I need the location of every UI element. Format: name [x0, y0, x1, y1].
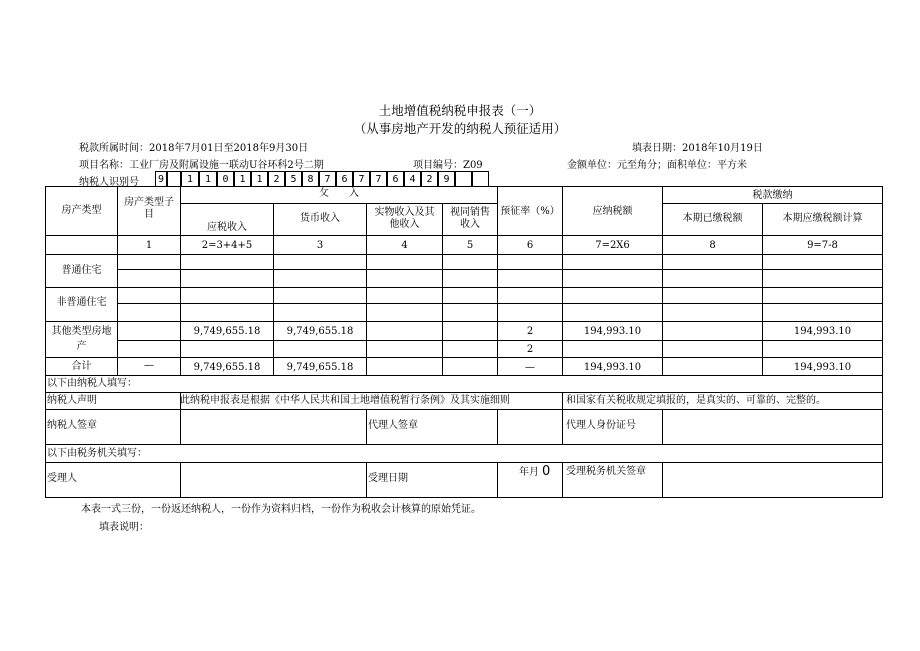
taxpayer-id-digit-box[interactable]: 4 [404, 171, 421, 187]
taxpayer-declaration-text-1: 此纳税申报表是根据《中华人民共和国土地增值税暂行条例》及其实施细则 [180, 395, 510, 406]
col-number-7: 7=2X6 [595, 240, 630, 251]
taxpayer-declaration-label: 纳税人声明 [47, 395, 97, 406]
header-in-kind-l2: 他收入 [389, 219, 420, 230]
taxpayer-signature-label: 纳税人签章 [47, 420, 97, 431]
other-tax-payable: 194,993.10 [583, 326, 642, 337]
tax-authority-stamp-label: 受理税务机关签章 [566, 466, 646, 477]
header-in-kind-l1: 实物收入及其 [374, 207, 435, 218]
header-deemed-l1: 视同销售 [450, 207, 490, 218]
taxpayer-id-digit-box[interactable]: 7 [319, 171, 336, 187]
row-label-ordinary: 普通住宅 [61, 265, 102, 276]
form-subtitle: （从事房地产开发的纳税人预征适用） [353, 121, 567, 136]
taxpayer-id-digit-box[interactable]: 6 [387, 171, 404, 187]
taxpayer-id-digit-box[interactable]: 8 [302, 171, 319, 187]
copies-note: 本表一式三份，一份返还纳税人，一份作为资料归档，一份作为税收会计核算的原始凭证。 [81, 504, 481, 515]
agent-signature-label: 代理人签章 [368, 420, 418, 431]
accept-date-text: 年月 [519, 467, 539, 478]
total-monetary-income: 9,749,655.18 [286, 362, 354, 373]
col-number-3: 3 [316, 240, 324, 251]
taxpayer-id-digit-box[interactable]: 7 [370, 171, 387, 187]
header-property-subtype [118, 197, 180, 221]
row-label-other-l1: 其他类型房地 [51, 326, 112, 337]
total-subtype-dash: — [144, 360, 154, 371]
total-prepay-rate: — [525, 362, 535, 373]
taxpayer-id-label: 纳税人识别号 [79, 177, 139, 188]
col-number-2: 2=3+4+5 [201, 240, 253, 251]
header-deemed-sales [443, 207, 497, 231]
agent-id-label: 代理人身份证号 [566, 420, 636, 431]
accept-date-value [519, 466, 550, 479]
fill-date: 填表日期：2018年10月19日 [632, 143, 763, 154]
col-number-9: 9=7-8 [807, 240, 838, 251]
instructions-label: 填表说明： [99, 522, 149, 533]
col-number-8: 8 [709, 240, 716, 251]
other-taxable-income: 9,749,655.18 [193, 326, 261, 337]
col-number-6: 6 [526, 240, 534, 251]
header-taxable-income: 应税收入 [207, 222, 247, 233]
taxpayer-id-digit-box[interactable]: 9 [438, 171, 455, 187]
col-number-4: 4 [401, 240, 408, 251]
col-number-5: 5 [466, 240, 474, 251]
header-monetary-income: 货币收入 [300, 213, 340, 224]
taxpayer-declaration-text-2: 和国家有关税收规定填报的，是真实的、可靠的、完整的。 [566, 395, 826, 406]
header-in-kind-income [367, 207, 442, 231]
header-property-subtype-l1: 房产类型子 [124, 197, 174, 208]
other-monetary-income: 9,749,655.18 [286, 326, 354, 337]
taxpayer-id-digit-box[interactable]: 2 [268, 171, 285, 187]
header-deemed-l2: 收入 [460, 219, 480, 230]
taxpayer-id-digit-box[interactable]: 1 [199, 171, 217, 187]
other-prepay-rate-2: 2 [526, 344, 534, 355]
other-tax-due: 194,993.10 [793, 326, 852, 337]
taxpayer-id-digit-box[interactable]: 1 [251, 171, 268, 187]
total-taxable-income: 9,749,655.18 [193, 362, 261, 373]
header-property-type: 房产类型 [61, 205, 102, 216]
total-tax-due: 194,993.10 [793, 362, 852, 373]
col-number-1: 1 [145, 240, 153, 251]
tax-authority-section-heading: 以下由税务机关填写： [47, 448, 147, 459]
row-label-other-l2: 产 [76, 341, 87, 352]
form-title: 土地增值税纳税申报表（一） [378, 103, 542, 118]
acceptor-label: 受理人 [47, 473, 77, 484]
header-prepay-rate: 预征率（%） [500, 206, 560, 217]
accept-date-label: 受理日期 [368, 473, 408, 484]
header-property-subtype-l2: 目 [144, 209, 154, 220]
taxpayer-id-digit-box[interactable]: 7 [353, 171, 370, 187]
row-label-non-ordinary: 非普通住宅 [56, 297, 107, 308]
header-tax-paid-this-period: 本期已缴税额 [682, 213, 743, 224]
project-name: 项目名称：工业厂房及附属设施一联动U谷环科2号二期 [79, 160, 324, 171]
header-tax-payable: 应纳税额 [592, 206, 633, 217]
header-tax-paid-group: 税款缴纳 [752, 190, 793, 201]
taxpayer-id-digit-box[interactable]: 2 [421, 171, 438, 187]
taxpayer-id-digit-box[interactable]: 5 [285, 171, 302, 187]
header-revenue-group: 攵 入 [319, 188, 359, 199]
accept-date-digit: 0 [542, 464, 551, 479]
header-tax-due-this-period: 本期应缴税额计算 [782, 213, 863, 224]
other-prepay-rate: 2 [526, 326, 534, 337]
row-label-other [46, 326, 117, 356]
total-tax-payable: 194,993.10 [583, 362, 642, 373]
taxpayer-id-digit-box[interactable]: 0 [217, 171, 234, 187]
tax-period: 税款所属时间：2018年7月01日至2018年9月30日 [79, 143, 309, 154]
taxpayer-id-digit-box[interactable]: 1 [181, 171, 199, 187]
taxpayer-id-digit-box[interactable]: 9 [155, 171, 167, 187]
total-label: 合计 [71, 361, 92, 372]
taxpayer-section-heading: 以下由纳税人填写： [47, 378, 137, 389]
taxpayer-id-digit-box[interactable]: 6 [336, 171, 353, 187]
amount-units: 金额单位：元至角分；面积单位：平方米 [567, 160, 747, 171]
project-number: 项目编号：Z09 [413, 160, 483, 171]
taxpayer-id-digit-box[interactable]: 1 [234, 171, 251, 187]
